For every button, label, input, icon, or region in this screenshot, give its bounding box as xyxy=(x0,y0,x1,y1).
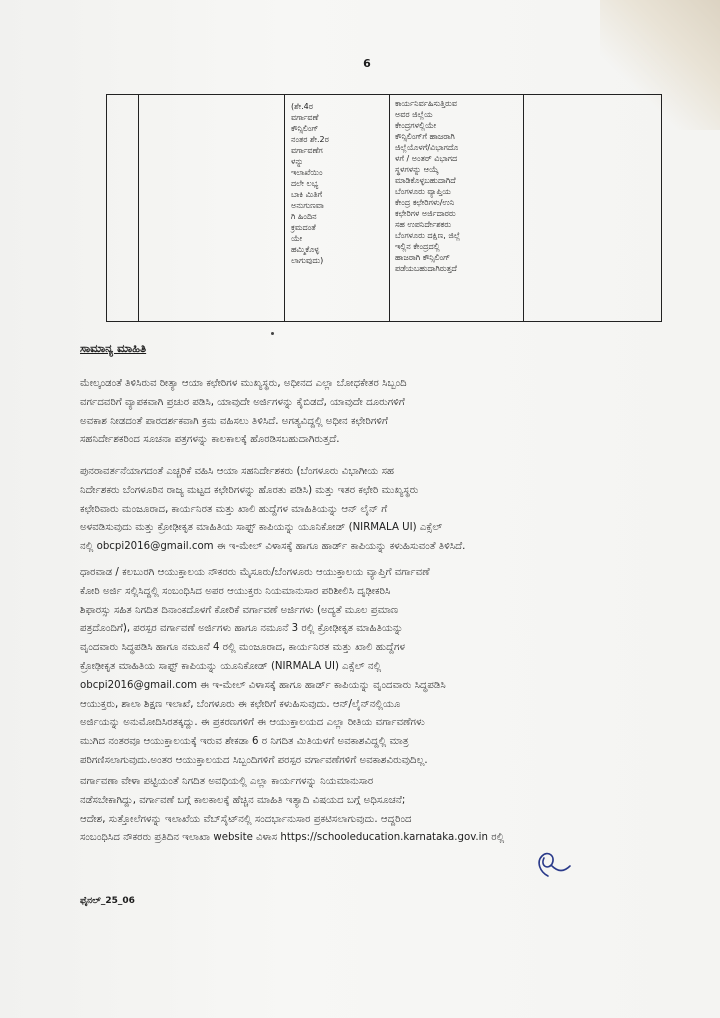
paragraph-line: ಮುಗಿದ ನಂತರವೂ ಆಯುಕ್ತಾಲಯಕ್ಕೆ ಇರುವ ಶೇಕಡಾ 6 ರ ನಿಗದಿತ ಮಿತಿಯಳಗೆ ಅವಕಾಶವಿದ್ದಲ್ಲಿ ಮಾತ್ರ xyxy=(80,736,409,748)
table-cell-line: ಇಲ್ಲಿನ ಕೇಂದ್ರದಲ್ಲಿ xyxy=(395,242,440,251)
page-number: 6 xyxy=(363,57,371,70)
paragraph-line: ಪತ್ರದೊಂದಿಗೆ), ಪರಸ್ಪರ ವರ್ಗಾವಣೆ ಅರ್ಜಿಗಳು ಹಾಗೂ ನಮೂನೆ 3 ರಲ್ಲಿ ಕ್ರೋಢೀಕೃತ ಮಾಹಿತಿಯನ್ನು xyxy=(80,623,404,635)
paragraph-line: ಪರಿಗಣಿಸಲಾಗುವುದು.ಅಂತರ ಆಯುಕ್ತಾಲಯದ ಸಿಬ್ಬಂದಿಗಳಿಗೆ ಪರಸ್ಪರ ವರ್ಗಾವಣೆಗಳಿಗೆ ಅವಕಾಶವಿರುವುದಿಲ್ಲ. xyxy=(80,754,428,766)
table-divider xyxy=(523,95,524,321)
table-cell-line: ವರ್ಗಾವಣೆ xyxy=(291,113,319,122)
paragraph-line: ಕಛೇರಿವಾರು ಮಂಜೂರಾದ, ಕಾರ್ಯನಿರತ ಮತ್ತು ಖಾಲಿ ಹುದ್ದೆಗಳ ಮಾಹಿತಿಯನ್ನು ಆನ್ ಲೈನ್ ಗೆ xyxy=(80,503,388,515)
paragraph-line: ಆದೇಶ, ಸುತ್ತೋಲೆಗಳನ್ನು ಇಲಾಖೆಯ ವೆಬ್‌ಸೈಟ್‌ನಲ್ಲಿ ಸಂದರ್ಭಾನುಸಾರ ಪ್ರಕಟಿಸಲಾಗುವುದು. ಆದ್ದರಿಂದ xyxy=(80,813,412,825)
paragraph-2 xyxy=(80,463,650,557)
section-heading: ಸಾಮಾನ್ಯ ಮಾಹಿತಿ xyxy=(80,341,147,355)
table-divider xyxy=(284,95,285,321)
table-cell-line: ಬೆಂಗಳೂರು ವ್ಯಾಪ್ತಿಯ xyxy=(395,187,451,196)
table-cell-line: ಳಗೆ / ಅಂತರ್ ವಿಭಾಗದ xyxy=(395,154,458,163)
table-continuation xyxy=(106,94,662,322)
paragraph-line: ಕ್ರೋಢೀಕೃತ ಮಾಹಿತಿಯ ಸಾಫ್ಟ್ ಕಾಪಿಯನ್ನು ಯೂನಿಕೋಡ್ (NIRMALA UI) ಎಕ್ಸೆಲ್ ನಲ್ಲಿ xyxy=(80,660,382,672)
paragraph-line: ಕೋರಿ ಅರ್ಜಿ ಸಲ್ಲಿಸಿದ್ದಲ್ಲಿ ಸಂಬಂಧಿಸಿದ ಅಪರ ಆಯುಕ್ತರು ನಿಯಮಾನುಸಾರ ಪರಿಶೀಲಿಸಿ ದೃಢೀಕರಿಸಿ xyxy=(80,585,391,597)
table-cell-line: ಮಾಡಿಕೊಳ್ಳಬಹುದಾಗಿದೆ xyxy=(395,176,456,185)
paragraph-line: ಸಹನಿರ್ದೇಶಕರಿಂದ ಸೂಚನಾ ಪತ್ರಗಳನ್ನು ಕಾಲಕಾಲಕ್ಕೆ ಹೊರಡಿಸಬಹುದಾಗಿರುತ್ತದೆ. xyxy=(80,434,340,446)
scan-speck xyxy=(271,332,274,335)
paragraph-line: ಶಿಫಾರಸ್ಸು ಸಹಿತ ನಿಗದಿತ ದಿನಾಂಕದೊಳಗೆ ಕೋರಿಕೆ ವರ್ಗಾವಣೆ ಅರ್ಜಿಗಳು (ಅದ್ಯತೆ ಮೂಲ ಪ್ರಮಾಣ xyxy=(80,604,399,616)
table-cell-line: ಕೌನ್ಸಿಲಿಂಗ್‌ಗೆ ಹಾಜರಾಗಿ xyxy=(395,132,455,141)
table-cell-line: ಜಿಲ್ಲೆಯೊಳಗೆ/ವಿಭಾಗದೊ xyxy=(395,143,459,152)
table-cell-transfer-note xyxy=(291,101,329,266)
table-cell-line: ಹಮ್ಮಿಕೊಳ್ಳ xyxy=(291,245,320,254)
table-cell-line: ಗಿ ಹಿಂದಿನ xyxy=(291,212,317,221)
table-cell-line: ಕೇಂದ್ರ ಕಛೇರಿಗಳು/ಉನಿ xyxy=(395,198,455,207)
table-cell-line: ಕಾರ್ಯನಿರ್ವಹಿಸುತ್ತಿರುವ xyxy=(395,99,457,108)
paragraph-line: ವರ್ಗದವರಿಗೆ ವ್ಯಾಪಕವಾಗಿ ಪ್ರಚುರ ಪಡಿಸಿ, ಯಾವುದೇ ಅರ್ಜಿಗಳನ್ನು ಕೈಬಿಡದೆ, ಯಾವುದೇ ದೂರುಗಳಿಗೆ xyxy=(80,396,405,408)
table-divider xyxy=(138,95,139,321)
table-cell-counselling-note xyxy=(395,98,460,274)
paragraph-line: ನಡೆಸಬೇಕಾಗಿದ್ದು, ವರ್ಗಾವಣೆ ಬಗ್ಗೆ ಕಾಲಕಾಲಕ್ಕೆ ಹೆಚ್ಚಿನ ಮಾಹಿತಿ ಇತ್ಯಾದಿ ವಿಷಯದ ಬಗ್ಗೆ ಅಧಿಸೂಚನೆ; xyxy=(80,794,406,806)
table-cell-line: ಪಡೆಯಬಹುದಾಗಿರುತ್ತದೆ xyxy=(395,264,457,273)
table-cell-line: ಯೇ xyxy=(291,234,303,243)
table-cell-line: ಬಾಕಿ ಮಿತಿಗೆ xyxy=(291,190,323,199)
table-cell-line: ಇಲಾಖೆಯಿಂ xyxy=(291,168,323,177)
table-cell-line: ಕೌನ್ಸಿಲಿಂಗ್ xyxy=(291,124,319,133)
paragraph-line: obcpi2016@gmail.com ಈ ಇ-ಮೇಲ್ ವಿಳಾಸಕ್ಕೆ ಹಾಗೂ ಹಾರ್ಡ್ ಕಾಪಿಯನ್ನು ವೃಂದವಾರು ಸಿದ್ಧಪಡಿಸಿ xyxy=(80,679,446,691)
paragraph-line: ಅವಕಾಶ ನೀಡದಂತೆ ಪಾರದರ್ಶಕವಾಗಿ ಕ್ರಮ ವಹಿಸಲು ತಿಳಿಸಿದೆ. ಅಗತ್ಯವಿದ್ದಲ್ಲಿ ಅಧೀನ ಕಛೇರಿಗಳಿಗೆ xyxy=(80,415,388,427)
table-cell-line: ಸ್ಥಳಗಳನ್ನು ಆಯ್ಕೆ xyxy=(395,165,439,174)
footer-file-code: ಫೈನಲ್_25_06 xyxy=(80,896,135,906)
table-cell-line: ಬೆಂಗಳೂರು ದಕ್ಷಿಣ, ಜಿಲ್ಲೆ xyxy=(395,231,461,240)
table-cell-line: ಕ್ರಮದಂತೆ xyxy=(291,223,316,232)
table-cell-line: ಳನ್ನು xyxy=(291,157,304,166)
table-cell-line: ಅವರ ಜಿಲ್ಲೆಯ xyxy=(395,110,433,119)
table-cell-line: ಹಾಜರಾಗಿ ಕೌನ್ಸಿಲಿಂಗ್ xyxy=(395,253,451,262)
table-cell-line: ಕಛೇರಿಗಳ ಅರ್ಜಿದಾರರು xyxy=(395,209,456,218)
table-cell-line: ದಲೇ ಲಭ್ಯ xyxy=(291,179,319,188)
paragraph-3 xyxy=(80,564,650,771)
paragraph-line: ನಿರ್ದೇಶಕರು ಬೆಂಗಳೂರಿನ ರಾಜ್ಯ ಮಟ್ಟದ ಕಛೇರಿಗಳನ್ನು ಹೊರತು ಪಡಿಸಿ) ಮತ್ತು ಇತರ ಕಛೇರಿ ಮುಖ್ಯಸ್ಥರು xyxy=(80,484,419,496)
table-cell-line: ಸಹ ಉಪನಿರ್ದೇಶಕರು xyxy=(395,220,452,229)
paragraph-line: ಮೇಲ್ಕಂಡಂತೆ ತಿಳಿಸಿರುವ ರೀತ್ಯಾ ಆಯಾ ಕಛೇರಿಗಳ ಮುಖ್ಯಸ್ಥರು, ಅಧೀನದ ಎಲ್ಲಾ ಬೋಧಕೇತರ ಸಿಬ್ಬಂದಿ xyxy=(80,378,407,389)
paragraph-1 xyxy=(80,375,650,450)
paragraph-line: ಧಾರವಾಡ / ಕಲಬುರಗಿ ಆಯುಕ್ತಾಲಯ ನೌಕರರು ಮೈಸೂರು/ಬೆಂಗಳೂರು ಆಯುಕ್ತಾಲಯ ವ್ಯಾಪ್ತಿಗೆ ವರ್ಗಾವಣೆ xyxy=(80,567,430,578)
paragraph-line: ಪುನರಾವರ್ತನೆಯಾಗದಂತೆ ಎಚ್ಚರಿಕೆ ವಹಿಸಿ ಆಯಾ ಸಹನಿರ್ದೇಶಕರು (ಬೆಂಗಳೂರು ವಿಭಾಗೀಯ ಸಹ xyxy=(80,466,395,477)
paragraph-line: ಆಯುಕ್ತರು, ಶಾಲಾ ಶಿಕ್ಷಣ ಇಲಾಖೆ, ಬೆಂಗಳೂರು ಈ ಕಛೇರಿಗೆ ಕಳುಹಿಸುವುದು. ಆನ್/ಲೈನ್‌ನಲ್ಲಿಯೂ xyxy=(80,698,401,710)
table-cell-line: (ಶೇ.4ರ xyxy=(291,102,313,111)
table-divider xyxy=(389,95,390,321)
paragraph-line: ವೃಂದವಾರು ಸಿದ್ಧಪಡಿಸಿ ಹಾಗೂ ನಮೂನೆ 4 ರಲ್ಲಿ ಮಂಜೂರಾದ, ಕಾರ್ಯನಿರತ ಮತ್ತು ಖಾಲಿ ಹುದ್ದೆಗಳ xyxy=(80,642,406,654)
paragraph-line: ಅರ್ಜಿಯನ್ನು ಅನುಮೋದಿಸಿರತಕ್ಕದ್ದು. ಈ ಪ್ರಕರಣಗಳಿಗೆ ಈ ಆಯುಕ್ತಾಲಯದ ಎಲ್ಲಾ ರೀತಿಯ ವರ್ಗಾವಣೆಗಳು xyxy=(80,717,425,729)
paragraph-line: ನಲ್ಲಿ obcpi2016@gmail.com ಈ ಇ-ಮೇಲ್ ವಿಳಾಸಕ್ಕೆ ಹಾಗೂ ಹಾರ್ಡ್ ಕಾಪಿಯನ್ನು ಕಳುಹಿಸುವಂತೆ ತಿಳಿಸಿದೆ. xyxy=(80,541,466,553)
table-cell-line: ಅನುಗುಣವಾ xyxy=(291,201,324,210)
paragraph-line: ವರ್ಗಾವಣಾ ವೇಳಾ ಪಟ್ಟಿಯಂತೆ ನಿಗದಿತ ಅವಧಿಯಲ್ಲಿ ಎಲ್ಲಾ ಕಾರ್ಯಗಳನ್ನು ನಿಯಮಾನುಸಾರ xyxy=(80,776,374,787)
table-cell-line: ವರ್ಗಾವಣೆಗ xyxy=(291,146,323,155)
table-cell-line: ಲಾಗುವುದು) xyxy=(291,256,324,265)
paragraph-line: ಸಂಬಂಧಿಸಿದ ನೌಕರರು ಪ್ರತಿದಿನ ಇಲಾಖಾ website ವಿಳಾಸ https://schooleducation.karnataka.gov.in ರಲ್ಲಿ xyxy=(80,832,505,844)
table-cell-line: ನಂತರ ಶೇ.2ರ xyxy=(291,135,329,144)
table-cell-line: ಕೇಂದ್ರಗಳಲ್ಲಿಯೇ xyxy=(395,121,437,130)
signature-mark xyxy=(526,836,572,880)
paragraph-line: ಅಳವಡಿಸುವುದು ಮತ್ತು ಕ್ರೋಢೀಕೃತ ಮಾಹಿತಿಯ ಸಾಫ್ಟ್ ಕಾಪಿಯನ್ನು ಯೂನಿಕೋಡ್ (NIRMALA UI) ಎಕ್ಸೆಲ್ xyxy=(80,522,443,534)
